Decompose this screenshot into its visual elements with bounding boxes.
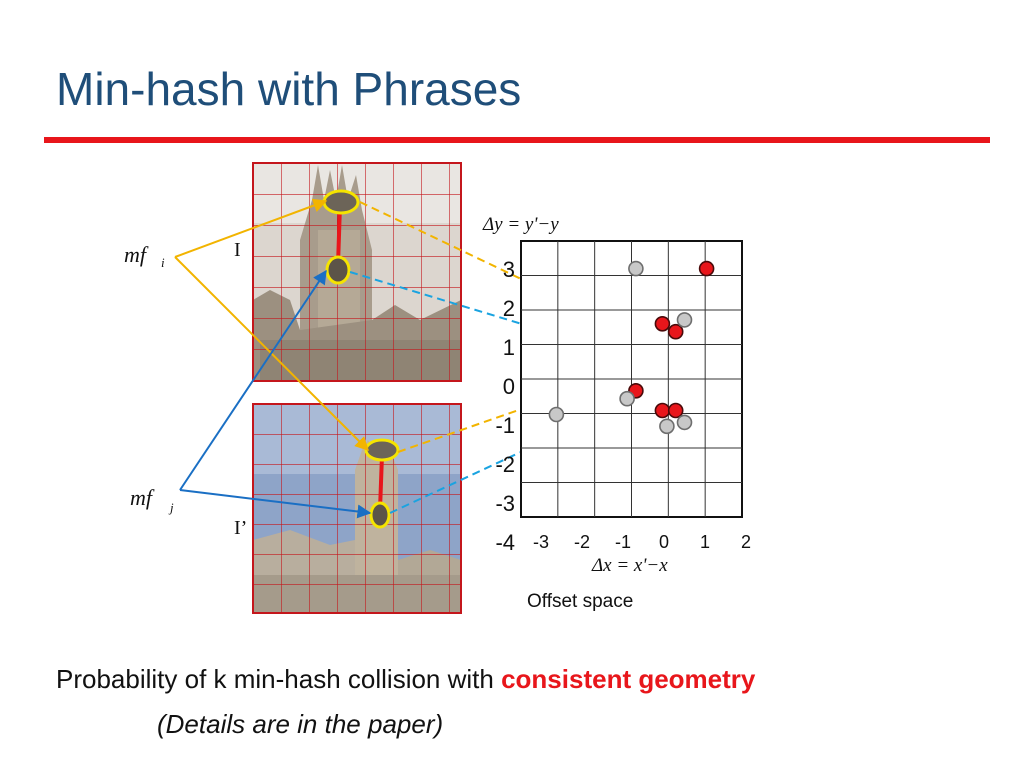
offset-space-label: Offset space xyxy=(527,591,634,612)
image-I-label: I xyxy=(234,239,241,261)
y-tick-label: 3 xyxy=(502,257,515,282)
details-note: (Details are in the paper) xyxy=(157,709,444,739)
gray-point xyxy=(660,419,674,433)
mf-i-subscript: i xyxy=(161,255,165,270)
x-tick-label: -1 xyxy=(614,532,632,552)
y-tick-label: 1 xyxy=(502,335,515,360)
y-tick-labels xyxy=(495,257,515,555)
gray-point xyxy=(678,415,692,429)
y-tick-label: 2 xyxy=(502,296,515,321)
slide-title: Min-hash with Phrases xyxy=(56,63,522,115)
gray-point xyxy=(620,392,634,406)
y-tick-label: 0 xyxy=(502,374,515,399)
x-tick-label: 2 xyxy=(740,532,752,552)
dx-formula: Δx = x'−x xyxy=(592,555,668,576)
dy-formula: Δy = y'−y xyxy=(483,214,559,235)
bottom-statement xyxy=(56,664,755,695)
mf-j-label: mf xyxy=(130,485,152,510)
mf-j-subscript: j xyxy=(170,500,174,515)
image-I-prime-label: I’ xyxy=(234,517,248,539)
statement-highlight: consistent geometry xyxy=(501,664,756,694)
image-I xyxy=(253,163,461,381)
x-tick-label: -2 xyxy=(573,532,591,552)
gray-point xyxy=(629,262,643,276)
x-tick-label: -3 xyxy=(532,532,550,552)
x-tick-label: 0 xyxy=(658,532,670,552)
red-point xyxy=(700,262,714,276)
y-tick-label: -3 xyxy=(495,491,515,516)
red-point xyxy=(655,317,669,331)
offset-space-chart xyxy=(495,241,751,555)
x-tick-labels xyxy=(533,532,751,552)
red-point xyxy=(669,404,683,418)
gray-point xyxy=(678,313,692,327)
gray-point xyxy=(549,408,563,422)
statement-prefix: Probability of k min-hash collision with xyxy=(56,664,502,694)
y-tick-label: -2 xyxy=(495,452,515,477)
y-tick-label: -4 xyxy=(495,530,515,555)
y-tick-label: -1 xyxy=(495,413,515,438)
red-point xyxy=(669,325,683,339)
red-point xyxy=(655,404,669,418)
image-I-prime xyxy=(253,404,461,613)
x-tick-label: 1 xyxy=(699,532,711,552)
mf-i-label: mf xyxy=(124,242,146,267)
